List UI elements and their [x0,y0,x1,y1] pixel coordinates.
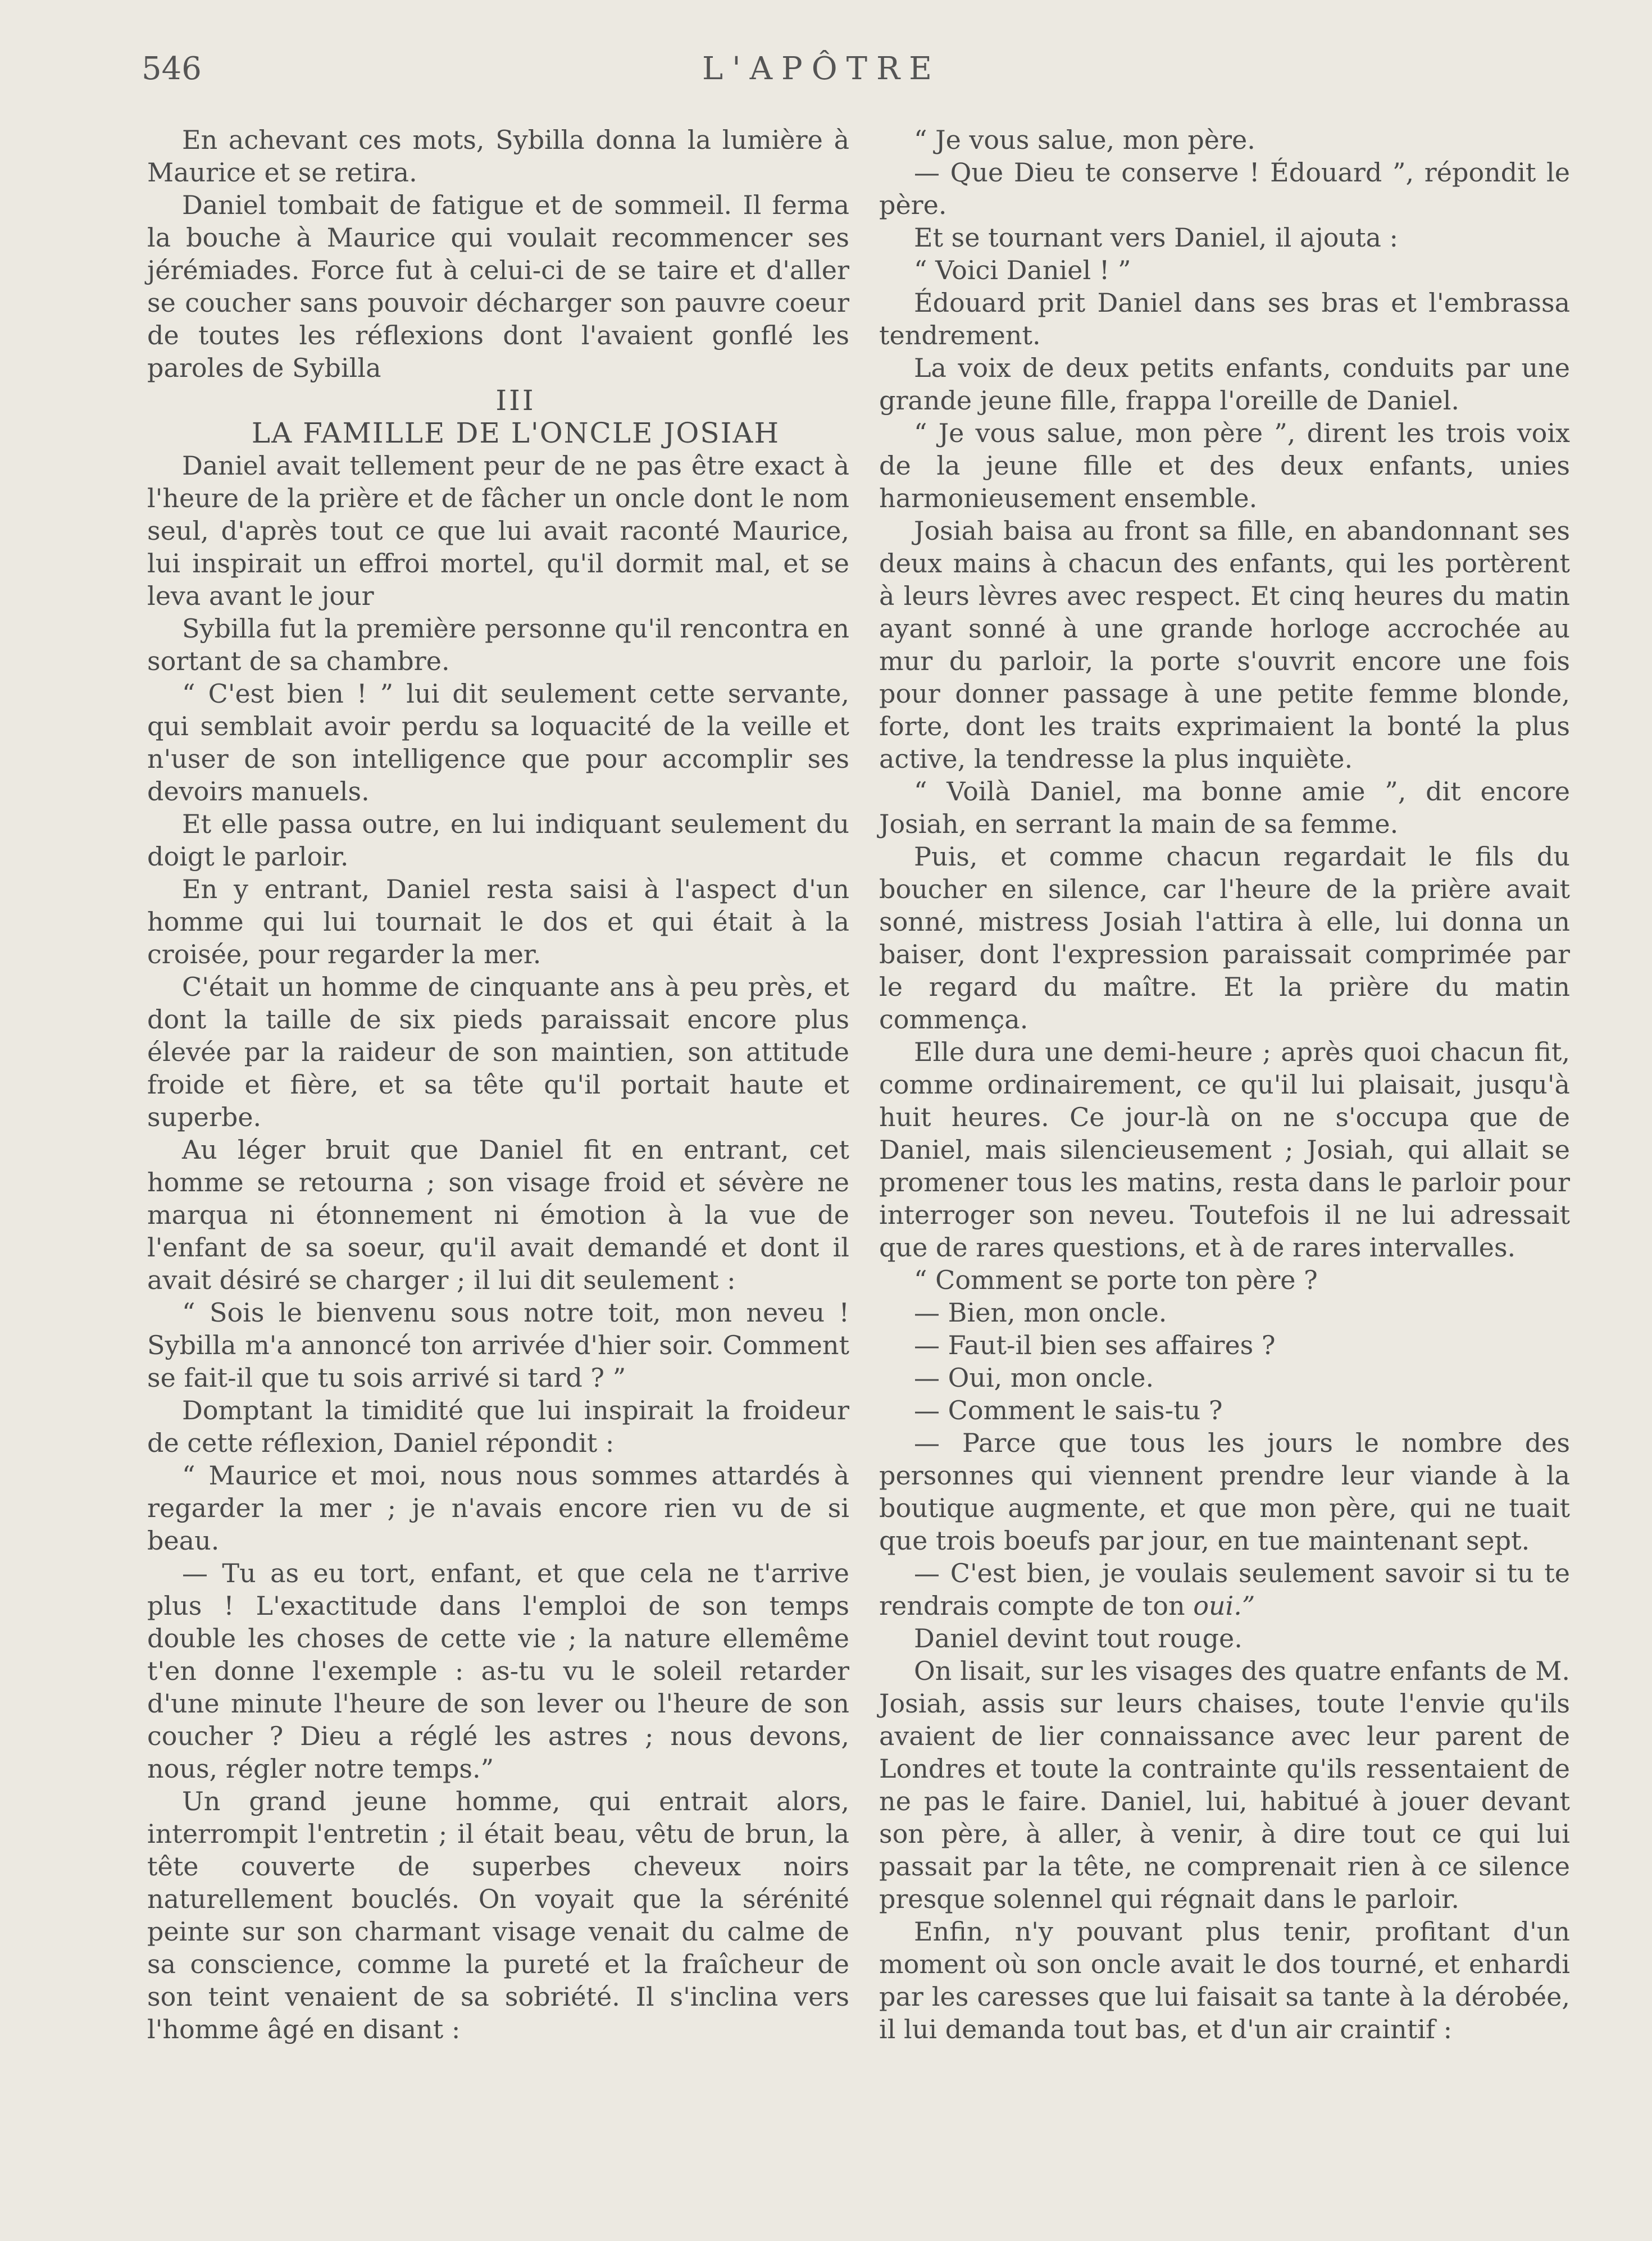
paragraph: “ Je vous salue, mon père. [914,125,1255,155]
paragraph: Au léger bruit que Daniel fit en entrant, cet homme se retourna ; son visage froid et sévère ne marqua ni étonnement ni émotion à la vue de l'enfant de sa soeur, qu'il avait demandé et dont il avait désiré se charger ; il lui dit seulement : [147,1135,849,1295]
paragraph: On lisait, sur les visages des quatre enfants de M. Josiah, assis sur leurs chaises, toute l'envie qu'ils avaient de lier connaissance avec leur parent de Londres et toute la contrainte qu'ils ressentaient de ne pas le faire. Daniel, lui, habitué à jouer devant son père, à aller, à venir, à dire tout ce qui lui passait par la tête, ne comprenait rien à ce silence presque solennel qui régnait dans le parloir. [879,1656,1570,1914]
paragraph: En achevant ces mots, Sybilla donna la lumière à Maurice et se retira. [147,125,849,188]
italic-word: oui.” [1193,1591,1255,1621]
left-column [147,124,849,2046]
paragraph: — Comment le sais-tu ? [914,1395,1223,1425]
paragraph: Daniel devint tout rouge. [914,1623,1243,1654]
paragraph: Sybilla fut la première personne qu'il rencontra en sortant de sa chambre. [147,613,849,676]
right-column [879,124,1570,2046]
paragraph: “ Sois le bienvenu sous notre toit, mon neveu ! Sybilla m'a annoncé ton arrivée d'hier soir. Comment se fait-il que tu sois arrivé si tard ? ” [147,1297,849,1393]
paragraph: “ Comment se porte ton père ? [914,1265,1318,1295]
chapter-number: III [495,384,536,417]
paragraph: La voix de deux petits enfants, conduits par une grande jeune fille, frappa l'oreille de Daniel. [879,353,1570,416]
paragraph: Daniel tombait de fatigue et de sommeil. Il ferma la bouche à Maurice qui voulait recommencer ses jérémiades. Force fut à celui-ci de se taire et d'aller se coucher sans pouvoir décharger son pauvre coeur de toutes les réflexions dont l'avaient gonflé les paroles de Sybilla [147,190,849,383]
paragraph: — Que Dieu te conserve ! Édouard ”, répondit le père. [879,157,1570,220]
paragraph: Et se tournant vers Daniel, il ajouta : [914,222,1399,253]
paragraph: “ Voilà Daniel, ma bonne amie ”, dit encore Josiah, en serrant la main de sa femme. [879,776,1570,839]
paragraph: Puis, et comme chacun regardait le fils du boucher en silence, car l'heure de la prière avait sonné, mistress Josiah l'attira à elle, lui donna un baiser, dont l'expression paraissait comprimée par le regard du maître. Et la prière du matin commença. [879,841,1570,1035]
paragraph: “ Voici Daniel ! ” [914,255,1131,285]
chapter-title: LA FAMILLE DE L'ONCLE JOSIAH [251,417,780,449]
paragraph: C'était un homme de cinquante ans à peu près, et dont la taille de six pieds paraissait encore plus élevée par la raideur de son maintien, son attitude froide et fière, et sa tête qu'il portait haute et superbe. [147,972,849,1132]
paragraph: Domptant la timidité que lui inspirait la froideur de cette réflexion, Daniel répondit : [147,1395,849,1458]
paragraph: Et elle passa outre, en lui indiquant seulement du doigt le parloir. [147,809,849,872]
paragraph: — Tu as eu tort, enfant, et que cela ne t'arrive plus ! L'exactitude dans l'emploi de son temps double les choses de cette vie ; la nature ellemême t'en donne l'exemple : as-tu vu le soleil retarder d'une minute l'heure de son lever ou l'heure de son coucher ? Dieu a réglé les astres ; nous devons, nous, régler notre temps.” [147,1558,849,1784]
paragraph: Un grand jeune homme, qui entrait alors, interrompit l'entretin ; il était beau, vêtu de brun, la tête couverte de superbes cheveux noirs naturellement bouclés. On voyait que la sérénité peinte sur son charmant visage venait du calme de sa conscience, comme la pureté et la fraîcheur de son teint venaient de sa sobriété. Il s'inclina vers l'homme âgé en disant : [147,1786,849,2044]
paragraph: — Parce que tous les jours le nombre des personnes qui viennent prendre leur viande à la boutique augmente, et que mon père, qui ne tuait que trois boeufs par jour, en tue maintenant sept. [879,1428,1570,1556]
paragraph: “ Maurice et moi, nous nous sommes attardés à regarder la mer ; je n'avais encore rien vu de si beau. [147,1460,849,1556]
paragraph: Elle dura une demi-heure ; après quoi chacun fit, comme ordinairement, ce qu'il lui plaisait, jusqu'à huit heures. Ce jour-là on ne s'occupa que de Daniel, mais silencieusement ; Josiah, qui allait se promener tous les matins, resta dans le parloir pour interroger son neveu. Toutefois il ne lui adressait que de rares questions, et à de rares intervalles. [879,1037,1570,1263]
running-title: L'APÔTRE [702,51,941,87]
page-number: 546 [142,51,202,87]
paragraph: — Oui, mon oncle. [914,1363,1154,1393]
paragraph: Josiah baisa au front sa fille, en abandonnant ses deux mains à chacun des enfants, qui les portèrent à leurs lèvres avec respect. Et cinq heures du matin ayant sonné à une grande horloge accrochée au mur du parloir, la porte s'ouvrit encore une fois pour donner passage à une petite femme blonde, forte, dont les traits exprimaient la bonté la plus active, la tendresse la plus inquiète. [879,516,1570,774]
paragraph [879,1557,1570,1622]
paragraph: Enfin, n'y pouvant plus tenir, profitant d'un moment où son oncle avait le dos tourné, et enhardi par les caresses que lui faisait sa tante à la dérobée, il lui demanda tout bas, et d'un air craintif : [879,1916,1570,2044]
paragraph: — Faut-il bien ses affaires ? [914,1330,1276,1360]
paragraph-text: — C'est bien, je voulais seulement savoir si tu te rendrais compte de ton [879,1558,1570,1621]
paragraph: — Bien, mon oncle. [914,1297,1167,1328]
paragraph: Daniel avait tellement peur de ne pas être exact à l'heure de la prière et de fâcher un oncle dont le nom seul, d'après tout ce que lui avait raconté Maurice, lui inspirait un effroi mortel, qu'il dormit mal, et se leva avant le jour [147,450,849,611]
paragraph: “ C'est bien ! ” lui dit seulement cette servante, qui semblait avoir perdu sa loquacité de la veille et n'user de son intelligence que pour accomplir ses devoirs manuels. [147,678,849,807]
paragraph: Édouard prit Daniel dans ses bras et l'embrassa tendrement. [879,288,1570,350]
paragraph: En y entrant, Daniel resta saisi à l'aspect d'un homme qui lui tournait le dos et qui était à la croisée, pour regarder la mer. [147,874,849,969]
paragraph: “ Je vous salue, mon père ”, dirent les trois voix de la jeune fille et des deux enfants, unies harmonieusement ensemble. [879,418,1570,513]
